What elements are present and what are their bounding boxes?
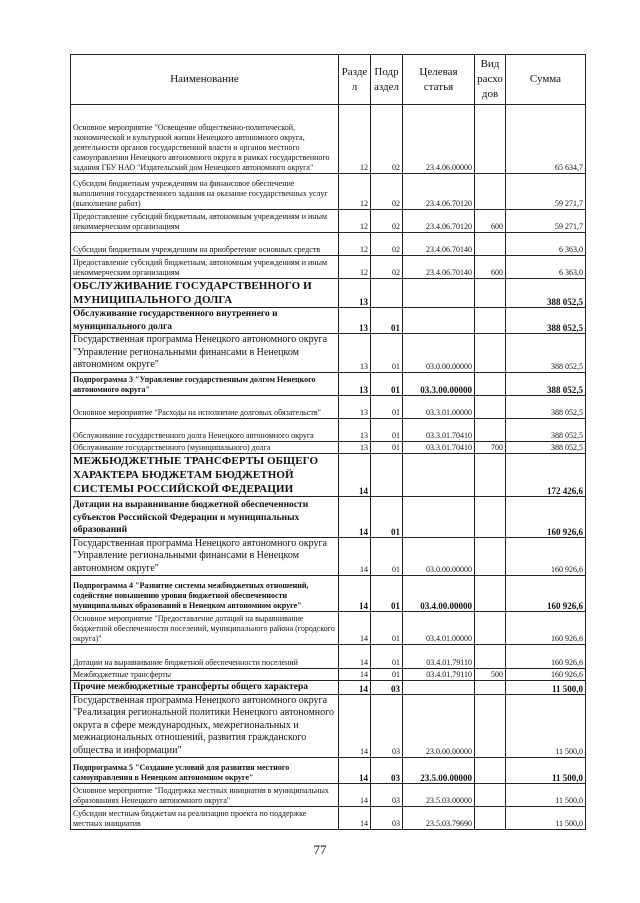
row-expense-type: 700 [475, 441, 506, 453]
table-row [71, 279, 586, 308]
row-sum: 160 926,6 [506, 496, 586, 537]
row-name: Обслуживание государственного внутреннего и муниципального долга [71, 308, 339, 334]
row-sum: 160 926,6 [506, 669, 586, 681]
row-podrazdel: 02 [371, 256, 403, 279]
row-sum: 11 500,0 [506, 807, 586, 830]
table-row [71, 210, 586, 233]
row-name: Государственная программа Ненецкого автономного округа "Управление региональными финансами в Ненецком автономном округе" [71, 334, 339, 373]
row-sum: 160 926,6 [506, 645, 586, 669]
table-row [71, 807, 586, 830]
row-razdel: 14 [339, 758, 371, 784]
row-podrazdel: 01 [371, 441, 403, 453]
row-sum: 65 634,7 [506, 105, 586, 174]
row-expense-type [475, 576, 506, 612]
row-expense-type [475, 537, 506, 576]
table-row [71, 256, 586, 279]
row-name: ОБСЛУЖИВАНИЕ ГОСУДАРСТВЕННОГО И МУНИЦИПАЛЬНОГО ДОЛГА [71, 279, 339, 308]
row-sum: 160 926,6 [506, 537, 586, 576]
row-expense-type: 500 [475, 669, 506, 681]
row-podrazdel: 02 [371, 233, 403, 256]
table-row [71, 372, 586, 395]
row-sum: 388 052,5 [506, 308, 586, 334]
row-sum: 388 052,5 [506, 395, 586, 418]
budget-table [70, 54, 586, 830]
row-target: 03.0.00.00000 [403, 537, 475, 576]
header-podrazdel: Подр аздел [371, 55, 403, 105]
row-expense-type [475, 395, 506, 418]
row-razdel: 14 [339, 453, 371, 496]
row-podrazdel: 01 [371, 645, 403, 669]
row-name: Подпрограмма 3 "Управление государственным долгом Ненецкого автономного округа" [71, 372, 339, 395]
row-name: Предоставление субсидий бюджетным, автономным учреждениям и иным некоммерческим организациям [71, 256, 339, 279]
row-podrazdel: 01 [371, 334, 403, 373]
row-sum: 388 052,5 [506, 279, 586, 308]
table-row [71, 669, 586, 681]
row-podrazdel: 03 [371, 784, 403, 807]
row-podrazdel: 03 [371, 681, 403, 695]
table-row [71, 784, 586, 807]
table-row [71, 612, 586, 645]
row-target: 23.5.03.00000 [403, 784, 475, 807]
row-razdel: 14 [339, 694, 371, 758]
row-expense-type [475, 758, 506, 784]
row-sum: 6 363,0 [506, 256, 586, 279]
row-target: 03.4.01.00000 [403, 612, 475, 645]
row-name: Субсидии бюджетным учреждениям на финансовое обеспечение выполнения государственного задания на оказание государственных услуг (выполнение работ) [71, 174, 339, 210]
header-name: Наименование [71, 55, 339, 105]
row-target: 03.3.01.00000 [403, 395, 475, 418]
header-sum: Сумма [506, 55, 586, 105]
row-expense-type [475, 807, 506, 830]
table-row [71, 441, 586, 453]
row-target [403, 279, 475, 308]
row-expense-type [475, 334, 506, 373]
row-expense-type: 600 [475, 210, 506, 233]
row-expense-type: 600 [475, 256, 506, 279]
page-number: 77 [313, 842, 327, 857]
row-expense-type [475, 174, 506, 210]
row-target [403, 496, 475, 537]
row-expense-type [475, 496, 506, 537]
row-podrazdel: 02 [371, 174, 403, 210]
row-podrazdel: 02 [371, 210, 403, 233]
row-podrazdel: 01 [371, 576, 403, 612]
row-target: 23.4.06.70140 [403, 256, 475, 279]
table-row [71, 645, 586, 669]
row-sum: 160 926,6 [506, 576, 586, 612]
row-razdel: 14 [339, 669, 371, 681]
row-target: 03.4.01.79110 [403, 669, 475, 681]
row-razdel: 12 [339, 256, 371, 279]
row-sum: 59 271,7 [506, 210, 586, 233]
row-razdel: 13 [339, 418, 371, 441]
row-expense-type [475, 612, 506, 645]
row-name: Межбюджетные трансферты [71, 669, 339, 681]
row-podrazdel [371, 453, 403, 496]
row-podrazdel: 01 [371, 612, 403, 645]
table-row [71, 758, 586, 784]
row-razdel: 14 [339, 681, 371, 695]
header-row [71, 55, 586, 105]
header-expense-type: Вид расхо дов [475, 55, 506, 105]
header-razdel: Разде л [339, 55, 371, 105]
row-target: 03.3.01.70410 [403, 441, 475, 453]
row-expense-type [475, 453, 506, 496]
row-podrazdel: 03 [371, 694, 403, 758]
row-razdel: 14 [339, 537, 371, 576]
row-podrazdel: 02 [371, 105, 403, 174]
row-name: Подпрограмма 5 "Создание условий для развития местного самоуправления в Ненецком автономном округе" [71, 758, 339, 784]
table-row [71, 233, 586, 256]
row-target: 03.4.00.00000 [403, 576, 475, 612]
row-target: 23.0.00.00000 [403, 694, 475, 758]
row-podrazdel: 01 [371, 669, 403, 681]
table-row [71, 174, 586, 210]
table-row [71, 418, 586, 441]
row-podrazdel: 01 [371, 395, 403, 418]
header-target: Целевая статья [403, 55, 475, 105]
table-row [71, 496, 586, 537]
row-razdel: 12 [339, 233, 371, 256]
row-expense-type [475, 784, 506, 807]
row-target: 03.0.00.00000 [403, 334, 475, 373]
row-expense-type [475, 279, 506, 308]
row-razdel: 13 [339, 334, 371, 373]
row-name: Государственная программа Ненецкого автономного округа "Управление региональными финансами в Ненецком автономном округе" [71, 537, 339, 576]
row-sum: 11 500,0 [506, 681, 586, 695]
row-target: 03.3.00.00000 [403, 372, 475, 395]
row-name: Обслуживание государственного (муниципального) долга [71, 441, 339, 453]
row-podrazdel: 01 [371, 418, 403, 441]
row-target: 03.3.01.70410 [403, 418, 475, 441]
table-row [71, 105, 586, 174]
row-expense-type [475, 105, 506, 174]
row-name: Прочие межбюджетные трансферты общего характера [71, 681, 339, 695]
row-razdel: 14 [339, 645, 371, 669]
row-sum: 11 500,0 [506, 758, 586, 784]
row-razdel: 12 [339, 105, 371, 174]
row-name: Подпрограмма 4 "Развитие системы межбюджетных отношений, содействие повышению уровня бюджетной обеспеченности муниципальных образований в Ненецком автономном округе" [71, 576, 339, 612]
row-razdel: 14 [339, 612, 371, 645]
row-razdel: 13 [339, 395, 371, 418]
row-target: 23.5.00.00000 [403, 758, 475, 784]
row-razdel: 14 [339, 576, 371, 612]
row-target: 23.4.06.70140 [403, 233, 475, 256]
row-podrazdel: 01 [371, 372, 403, 395]
row-target [403, 308, 475, 334]
row-target: 03.4.01.79110 [403, 645, 475, 669]
row-target [403, 453, 475, 496]
row-sum: 388 052,5 [506, 418, 586, 441]
row-razdel: 13 [339, 441, 371, 453]
row-expense-type [475, 645, 506, 669]
row-target: 23.4.06.00000 [403, 105, 475, 174]
row-target: 23.4.06.70120 [403, 174, 475, 210]
row-podrazdel [371, 279, 403, 308]
row-razdel: 12 [339, 174, 371, 210]
row-podrazdel: 01 [371, 496, 403, 537]
row-sum: 6 363,0 [506, 233, 586, 256]
row-name: МЕЖБЮДЖЕТНЫЕ ТРАНСФЕРТЫ ОБЩЕГО ХАРАКТЕРА БЮДЖЕТАМ БЮДЖЕТНОЙ СИСТЕМЫ РОССИЙСКОЙ ФЕДЕРАЦИИ [71, 453, 339, 496]
row-target [403, 681, 475, 695]
row-razdel: 14 [339, 784, 371, 807]
table-row [71, 308, 586, 334]
row-name: Дотации на выравнивание бюджетной обеспеченности поселений [71, 645, 339, 669]
row-name: Основное мероприятие "Поддержка местных инициатив в муниципальных образованиях Ненецкого автономного округа" [71, 784, 339, 807]
row-expense-type [475, 233, 506, 256]
row-razdel: 13 [339, 372, 371, 395]
table-row [71, 576, 586, 612]
row-expense-type [475, 372, 506, 395]
row-expense-type [475, 681, 506, 695]
row-name: Основное мероприятие "Расходы на исполнение долговых обязательств" [71, 395, 339, 418]
table-row [71, 395, 586, 418]
row-razdel: 12 [339, 210, 371, 233]
row-target: 23.4.06.70120 [403, 210, 475, 233]
row-sum: 388 052,5 [506, 372, 586, 395]
row-razdel: 14 [339, 496, 371, 537]
row-name: Основное мероприятие "Предоставление дотаций на выравнивание бюджетной обеспеченности поселений, муниципального района (городского округа)" [71, 612, 339, 645]
table-row [71, 681, 586, 695]
row-target: 23.5.03.79690 [403, 807, 475, 830]
row-sum: 388 052,5 [506, 441, 586, 453]
row-sum: 59 271,7 [506, 174, 586, 210]
row-sum: 11 500,0 [506, 784, 586, 807]
row-razdel: 14 [339, 807, 371, 830]
table-row [71, 453, 586, 496]
row-name: Дотации на выравнивание бюджетной обеспеченности субъектов Российской Федерации и муниципальных образований [71, 496, 339, 537]
row-name: Государственная программа Ненецкого автономного округа "Реализация региональной политики Ненецкого автономного округа в сфере международных, межрегиональных и межнациональных отношений, развития гражданского общества и информации" [71, 694, 339, 758]
row-expense-type [475, 694, 506, 758]
row-razdel: 13 [339, 279, 371, 308]
row-name: Субсидии бюджетным учреждениям на приобретение основных средств [71, 233, 339, 256]
row-sum: 388 052,5 [506, 334, 586, 373]
table-row [71, 334, 586, 373]
row-name: Основное мероприятие "Освещение общественно-политической, экономической и культурной жизни Ненецкого автономного округа, деятельности органов государственной власти и органов местного самоуправления Ненецкого автономного округа в рамках государственного задания ГБУ НАО "Издательский дом Ненецкого автономного округа" [71, 105, 339, 174]
row-expense-type [475, 308, 506, 334]
row-name: Субсидии местным бюджетам на реализацию проекта по поддержке местных инициатив [71, 807, 339, 830]
row-name: Предоставление субсидий бюджетным, автономным учреждениям и иным некоммерческим организациям [71, 210, 339, 233]
row-sum: 11 500,0 [506, 694, 586, 758]
row-sum: 160 926,6 [506, 612, 586, 645]
table-row [71, 694, 586, 758]
row-name: Обслуживание государственного долга Ненецкого автономного округа [71, 418, 339, 441]
row-podrazdel: 01 [371, 537, 403, 576]
row-razdel: 13 [339, 308, 371, 334]
row-expense-type [475, 418, 506, 441]
row-podrazdel: 01 [371, 308, 403, 334]
table-row [71, 537, 586, 576]
row-sum: 172 426,6 [506, 453, 586, 496]
row-podrazdel: 03 [371, 758, 403, 784]
row-podrazdel: 03 [371, 807, 403, 830]
